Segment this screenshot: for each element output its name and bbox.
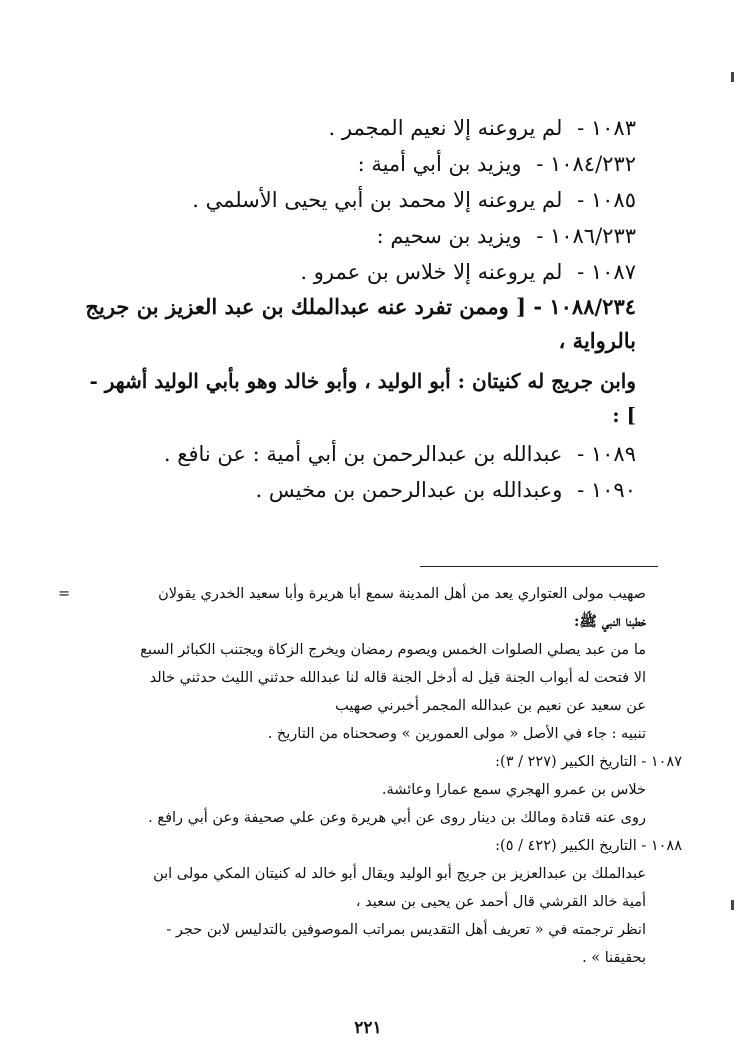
entry-1088: [76, 290, 636, 358]
footnote-line: صهيب مولى العتواري يعد من أهل المدينة سمع أبا هريرة وأبا سعيد الخدري يقولان: [158, 586, 646, 602]
footnote-line: انظر ترجمته في « تعريف أهل التقديس بمراتب الموصوفين بالتدليس لابن حجر -: [166, 922, 646, 938]
footnote-line: بحقيقنا » .: [582, 950, 646, 966]
footnote-divider: [420, 566, 658, 567]
entry-1084: [76, 146, 636, 182]
footnote-ref: ١٠٨٨ - التاريخ الكبير (٤٢٢ / ٥):: [495, 838, 682, 854]
entry-number: ١٠٨٤/٢٣٢ -: [536, 152, 636, 176]
entry-number: ١٠٨٧ -: [577, 260, 636, 284]
footnotes: [58, 580, 682, 972]
entry-1087: [76, 254, 636, 290]
entry-text: عبدالله بن عبدالرحمن بن أبي أمية : عن نافع .: [163, 442, 563, 466]
entry-number: ١٠٨٥ -: [577, 188, 636, 212]
continuation-mark: =: [58, 586, 71, 602]
entry-number: ١٠٨٩ -: [577, 442, 636, 466]
entry-1089: [76, 436, 636, 472]
entry-text: ويزيد بن أبي أمية :: [357, 152, 522, 176]
entry-number: ١٠٨٣ -: [577, 116, 636, 140]
footnote-line: عن سعيد عن نعيم بن عبدالله المجمر أخبرني صهيب: [335, 698, 646, 714]
entry-1085: [76, 182, 636, 218]
footnote-line: الا فتحت له أبواب الجنة قيل له أدخل الجنة قاله لنا عبدالله حدثني الليث حدثني خالد: [149, 670, 646, 686]
entry-number: ١٠٨٦/٢٣٣ -: [536, 224, 636, 248]
footnote-ref: ١٠٨٧ - التاريخ الكبير (٢٢٧ / ٣):: [495, 754, 682, 770]
entry-text: ويزيد بن سحيم :: [376, 224, 522, 248]
page-number: ٢٢١: [354, 1018, 382, 1038]
entry-1083: [76, 110, 636, 146]
bracket-note: وابن جريج له كنيتان : أبو الوليد ، وأبو خالد وهو بأبي الوليد أشهر - ] :: [89, 369, 636, 427]
scan-edge-mark: [731, 900, 734, 910]
main-text: [76, 110, 636, 508]
entry-1086: [76, 218, 636, 254]
scan-edge-mark: [731, 72, 734, 82]
footnote-line: خطبنا النبي ﷺ:: [573, 613, 646, 630]
entry-number: ١٠٨٨/٢٣٤ -: [533, 294, 636, 319]
footnote-line: عبدالملك بن عبدالعزيز بن جريج أبو الوليد ويقال أبو خالد له كنيتان المكي مولى ابن: [153, 866, 646, 882]
footnote-line: خلاس بن عمرو الهجري سمع عمارا وعائشة.: [381, 782, 646, 798]
entry-number: ١٠٩٠ -: [577, 478, 636, 502]
entry-text: لم يروعنه إلا نعيم المجمر .: [328, 116, 563, 140]
entry-text: وعبدالله بن عبدالرحمن بن مخيس .: [255, 478, 563, 502]
entry-text: لم يروعنه إلا خلاس بن عمرو .: [300, 260, 563, 284]
footnote-line: أمية خالد القرشي قال أحمد عن يحيى بن سعيد ،: [355, 894, 646, 910]
footnote-line: روى عنه قتادة ومالك بن دينار روى عن أبي هريرة وعن علي صحيفة وعن أبي رافع .: [148, 810, 646, 826]
entry-text: لم يروعنه إلا محمد بن أبي يحيى الأسلمي .: [192, 188, 563, 212]
entry-1090: [76, 472, 636, 508]
footnote-line: تنبيه : جاء في الأصل « مولى العمورين » وصححناه من التاريخ .: [267, 726, 646, 742]
footnote-line: ما من عبد يصلي الصلوات الخمس ويصوم رمضان ويخرج الزكاة ويجتنب الكبائر السبع: [140, 642, 646, 658]
entry-text: [ وممن تفرد عنه عبدالملك بن عبد العزيز بن جريج بالرواية ،: [85, 294, 636, 353]
